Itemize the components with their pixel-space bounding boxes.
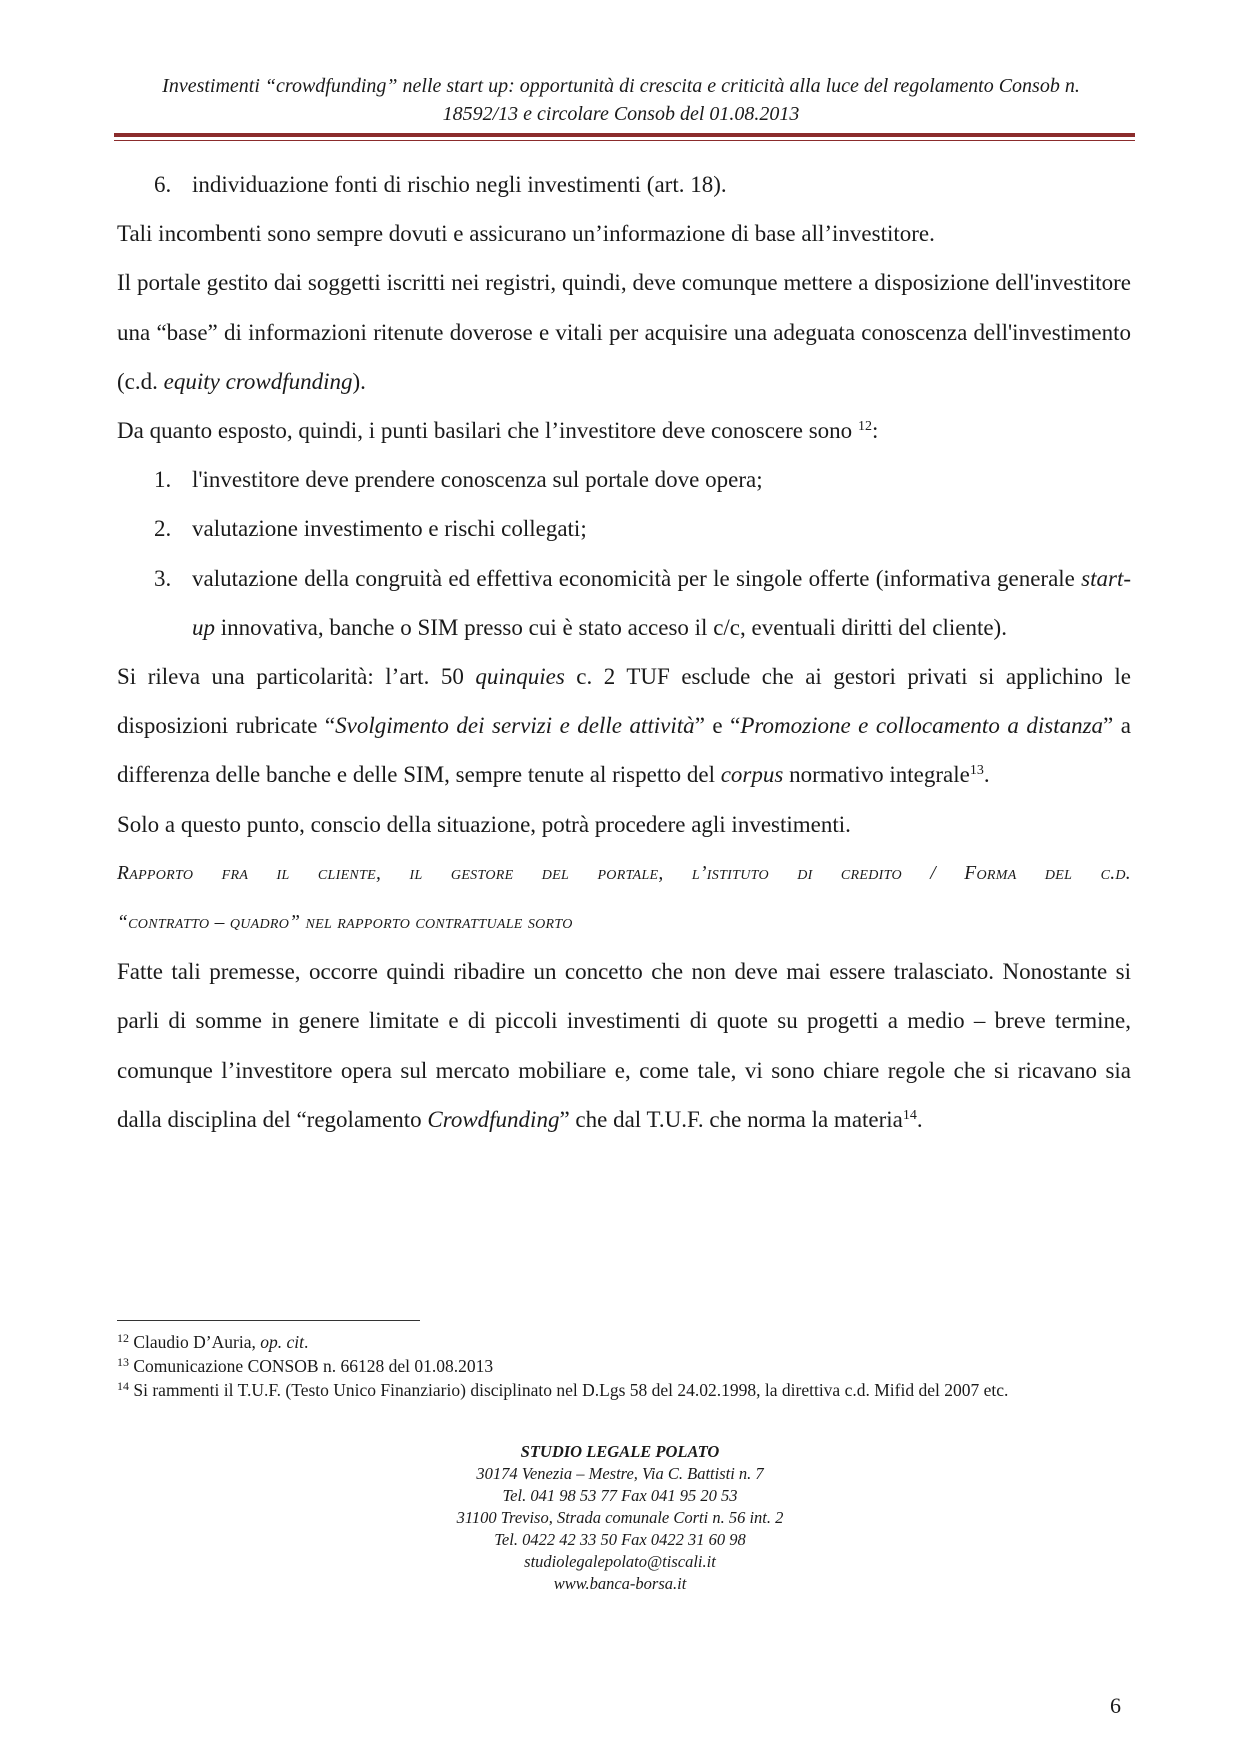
- emphasis: Crowdfunding: [427, 1106, 560, 1132]
- footnote-ref-14: 14: [902, 1107, 917, 1123]
- list-number: 1.: [154, 467, 172, 493]
- list-number: 3.: [154, 565, 172, 591]
- footnotes: [117, 1330, 1131, 1402]
- paragraph: Si rileva una particolarità: l’art. 50 quinquies c. 2 TUF esclude che ai gestori privati si applichino le disposizioni rubricate “Svolgimento dei servizi e delle attività” e “Promozione e collocamento a distanza” a differenza delle banche e delle SIM, sempre tenute al rispetto del corpus normativo integrale$^{13}$.: [117, 664, 1132, 788]
- list-item-2: [117, 504, 1131, 553]
- section-heading-line-1: Rapporto fra il cliente, il gestore del portale, l’istituto di credito / Forma del c.d.: [117, 862, 1131, 884]
- footnote-ref-13: 13: [969, 763, 984, 779]
- footnote-14: $^{14}$ Si rammenti il T.U.F. (Testo Unico Finanziario) disciplinato nel D.Lgs 58 del 24.02.1998, la direttiva c.d. Mifid del 2007 etc.: [117, 1379, 1009, 1400]
- studio-address-treviso: 31100 Treviso, Strada comunale Corti n. 56 int. 2: [456, 1508, 784, 1527]
- footnote-ref-12: 12: [857, 419, 872, 435]
- paragraph: Tali incombenti sono sempre dovuti e assicurano un’informazione di base all’investitore.: [117, 221, 935, 247]
- studio-footer: [300, 1441, 940, 1595]
- paragraph: Da quanto esposto, quindi, i punti basilari che l’investitore deve conoscere sono $^{12}$:: [117, 418, 879, 444]
- list-text: valutazione della congruità ed effettiva economicità per le singole offerte (informativa generale start-up innovativa, banche o SIM presso cui è stato acceso il c/c, eventuali diritti del cliente).: [192, 565, 1131, 640]
- emphasis: Promozione e collocamento a distanza: [740, 713, 1104, 739]
- emphasis: equity crowdfunding: [163, 368, 353, 394]
- page-body: [117, 160, 1131, 1144]
- studio-email: studiolegalepolato@tiscali.it: [524, 1552, 716, 1571]
- footnote-separator: [117, 1320, 420, 1321]
- page-number: 6: [1110, 1693, 1121, 1718]
- running-header: [110, 72, 1132, 128]
- emphasis: quinquies: [475, 664, 565, 690]
- studio-name: STUDIO LEGALE POLATO: [520, 1442, 720, 1461]
- list-number: 2.: [154, 516, 172, 542]
- paragraph: Il portale gestito dai soggetti iscritti nei registri, quindi, deve comunque mettere a disposizione dell'investitore una “base” di informazioni ritenute doverose e vitali per acquisire una adeguata conoscenza dell'investimento (c.d. equity crowdfunding).: [117, 270, 1131, 394]
- list-item-6: [117, 160, 1131, 209]
- emphasis: Svolgimento dei servizi e delle attività: [335, 713, 695, 739]
- list-text: valutazione investimento e rischi collegati;: [192, 516, 587, 542]
- list-number: 6.: [154, 172, 172, 197]
- emphasis: corpus: [720, 762, 784, 788]
- studio-website: www.banca-borsa.it: [553, 1574, 687, 1593]
- emphasis: start-up: [192, 565, 1131, 640]
- footnote-13: $^{13}$ Comunicazione CONSOB n. 66128 del 01.08.2013: [117, 1355, 494, 1376]
- header-line-1: Investimenti “crowdfunding” nelle start up: opportunità di crescita e criticità alla luce del regolamento Consob n.: [162, 75, 1080, 97]
- list-item-3: [117, 554, 1131, 652]
- header-line-2: 18592/13 e circolare Consob del 01.08.2013: [442, 103, 800, 125]
- studio-phone-treviso: Tel. 0422 42 33 50 Fax 0422 31 60 98: [494, 1530, 746, 1549]
- paragraph: Solo a questo punto, conscio della situazione, potrà procedere agli investimenti.: [117, 811, 851, 837]
- header-rule-thin: [114, 140, 1135, 141]
- list-text: l'investitore deve prendere conoscenza sul portale dove opera;: [192, 467, 763, 493]
- studio-phone-venezia: Tel. 041 98 53 77 Fax 041 95 20 53: [502, 1486, 738, 1505]
- paragraph: Fatte tali premesse, occorre quindi ribadire un concetto che non deve mai essere tralasciato. Nonostante si parli di somme in genere limitate e di piccoli investimenti di quote su progetti a medio – breve termine, comunque l’investitore opera sul mercato mobiliare e, come tale, vi sono chiare regole che si ricavano sia dalla disciplina del “regolamento Crowdfunding” che dal T.U.F. che norma la materia$^{14}$.: [117, 959, 1131, 1132]
- studio-address-venezia: 30174 Venezia – Mestre, Via C. Battisti n. 7: [476, 1464, 764, 1483]
- list-text: individuazione fonti di rischio negli investimenti (art. 18).: [192, 172, 727, 197]
- header-rule-thick: [114, 133, 1135, 137]
- list-item-1: [117, 455, 1131, 504]
- section-heading-line-2: “contratto – quadro” nel rapporto contrattuale sorto: [117, 912, 573, 934]
- footnote-12: $^{12}$ Claudio D’Auria, op. cit.: [117, 1331, 309, 1352]
